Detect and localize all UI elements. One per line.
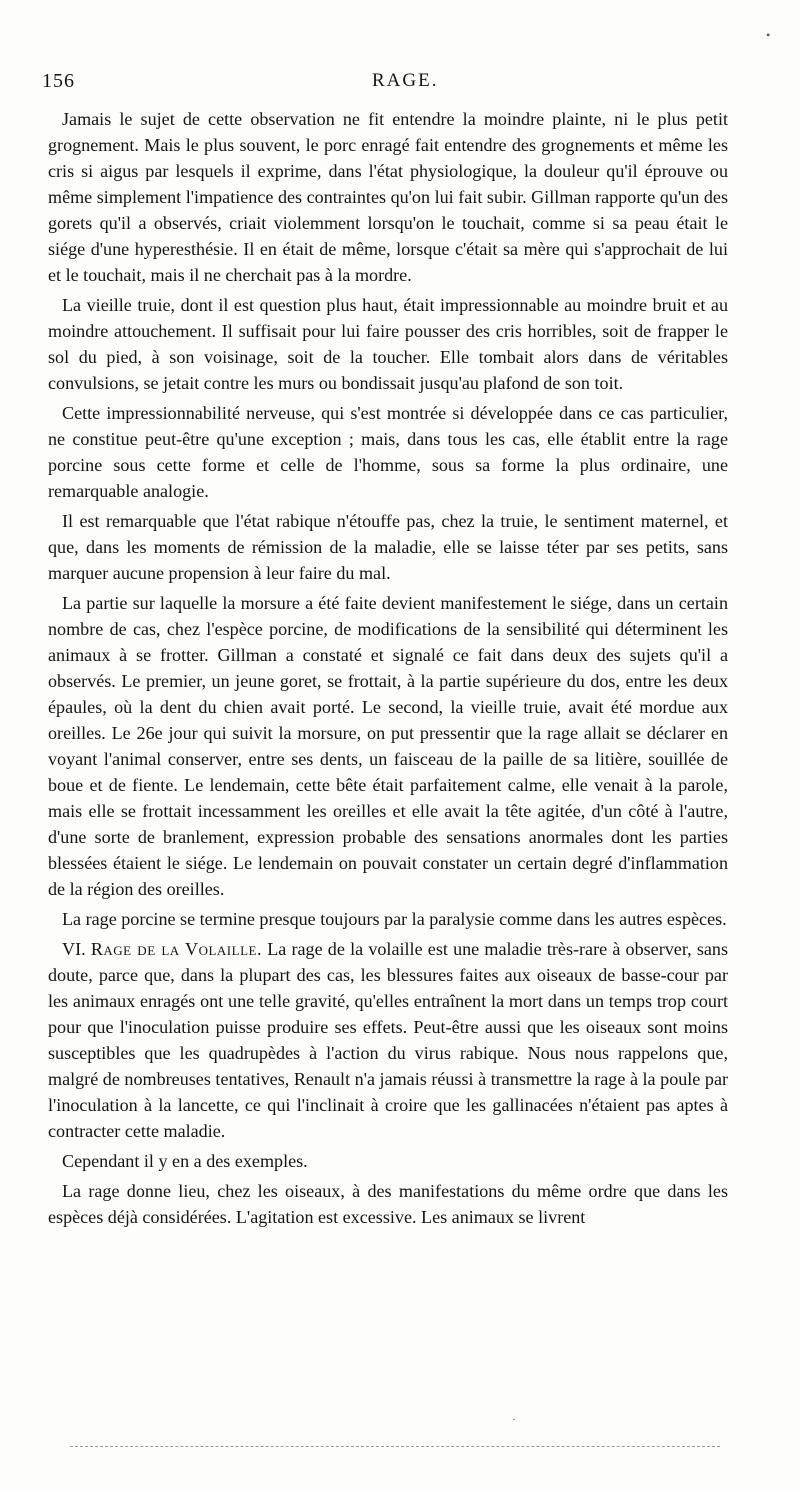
section-heading: Rage de la Volaille. bbox=[90, 939, 262, 959]
paragraph-impressionnabilite: Cette impressionnabilité nerveuse, qui s'est montrée si développée dans ce cas particulier, ne constitue peut-être qu'une exception ; mais, dans tous les cas, elle établit entre la rage porcine sous cette forme et celle de l'homme, sous sa forme la plus ordinaire, une remarquable analogie. bbox=[48, 403, 728, 501]
page-number: 156 bbox=[42, 70, 75, 92]
paragraph-sentiment-maternel: Il est remarquable que l'état rabique n'étouffe pas, chez la truie, le sentiment maternel, et que, dans les moments de rémission de la maladie, elle se laisse téter par ses petits, sans marquer aucune propension à leur faire du mal. bbox=[48, 511, 728, 583]
margin-speck-mark: • bbox=[766, 28, 771, 42]
footer-rule bbox=[70, 1446, 720, 1447]
section-number: VI. bbox=[62, 939, 86, 959]
paragraph-rage-porcine-fin: La rage porcine se termine presque toujours par la paralysie comme dans les autres espèces. bbox=[62, 909, 727, 929]
paragraph-vieille-truie: La vieille truie, dont il est question plus haut, était impressionnable au moindre bruit et au moindre attouchement. Il suffisait pour lui faire pousser des cris horribles, soit de frapper le sol du pied, à son voisinage, soit de la toucher. Elle tombait alors dans de véritables convulsions, se jetait contre les murs ou bondissait jusqu'au plafond de son toit. bbox=[48, 295, 728, 393]
running-head bbox=[42, 70, 732, 98]
body-text bbox=[48, 106, 728, 1234]
section-text: La rage de la volaille est une maladie très-rare à observer, sans doute, parce que, dans la plupart des cas, les blessures faites aux oiseaux de basse-cour par les animaux enragés ont une telle gravité, qu'elles entraînent la mort dans un temps trop court pour que l'inoculation puisse produire ses effets. Peut-être aussi que les oiseaux sont moins susceptibles que les quadrupèdes à l'action du virus rabique. Nous nous rappelons que, malgré de nombreuses tentatives, Renault n'a jamais réussi à transmettre la rage à la poule par l'inoculation à la lancette, ce qui l'inclinait à croire que les gallinacées n'étaient pas aptes à contracter cette maladie. bbox=[48, 939, 728, 1141]
section-paragraph-volaille bbox=[48, 936, 728, 1144]
paragraph-manifestations: La rage donne lieu, chez les oiseaux, à des manifestations du même ordre que dans les espèces déjà considérées. L'agitation est excessive. Les animaux se livrent bbox=[48, 1181, 728, 1227]
paragraph-porc-grognements: Jamais le sujet de cette observation ne fit entendre la moindre plainte, ni le plus petit grognement. Mais le plus souvent, le porc enragé fait entendre des grognements et même les cris si aigus par lesquels il exprime, dans l'état physiologique, la douleur qu'il éprouve ou même simplement l'impatience des contraintes qu'on lui fait subir. Gillman rapporte qu'un des gorets qu'il a observés, criait violemment lorsqu'on le touchait, comme si sa peau était le siége d'une hyperesthésie. Il en était de même, lorsque c'était sa mère qui s'approchait de lui et le touchait, mais il ne cherchait pas à la mordre. bbox=[48, 109, 728, 285]
paragraph-exemples: Cependant il y en a des exemples. bbox=[62, 1151, 308, 1171]
bottom-speck-mark: · bbox=[512, 1412, 516, 1426]
paragraph-partie-morsure: La partie sur laquelle la morsure a été faite devient manifestement le siége, dans un certain nombre de cas, chez l'espèce porcine, de modifications de la sensibilité qui déterminent les animaux à se frotter. Gillman a constaté et signalé ce fait dans deux des sujets qu'il a observés. Le premier, un jeune goret, se frottait, à la partie supérieure du dos, entre les deux épaules, où la dent du chien avait porté. Le second, la vieille truie, avait été mordue aux oreilles. Le 26e jour qui suivit la morsure, on put pressentir que la rage allait se déclarer en voyant l'animal conserver, entre ses dents, un faisceau de la paille de sa litière, souillée de boue et de fiente. Le lendemain, cette bête était parfaitement calme, elle venait à la parole, mais elle se frottait incessamment les oreilles et elle avait la tête agitée, d'un côté à l'autre, d'une sorte de branlement, expression probable des sensations anormales dont les parties blessées étaient le siége. Le lendemain on pouvait constater un certain degré d'inflammation de la région des oreilles. bbox=[48, 593, 728, 899]
running-title: RAGE. bbox=[372, 70, 439, 91]
